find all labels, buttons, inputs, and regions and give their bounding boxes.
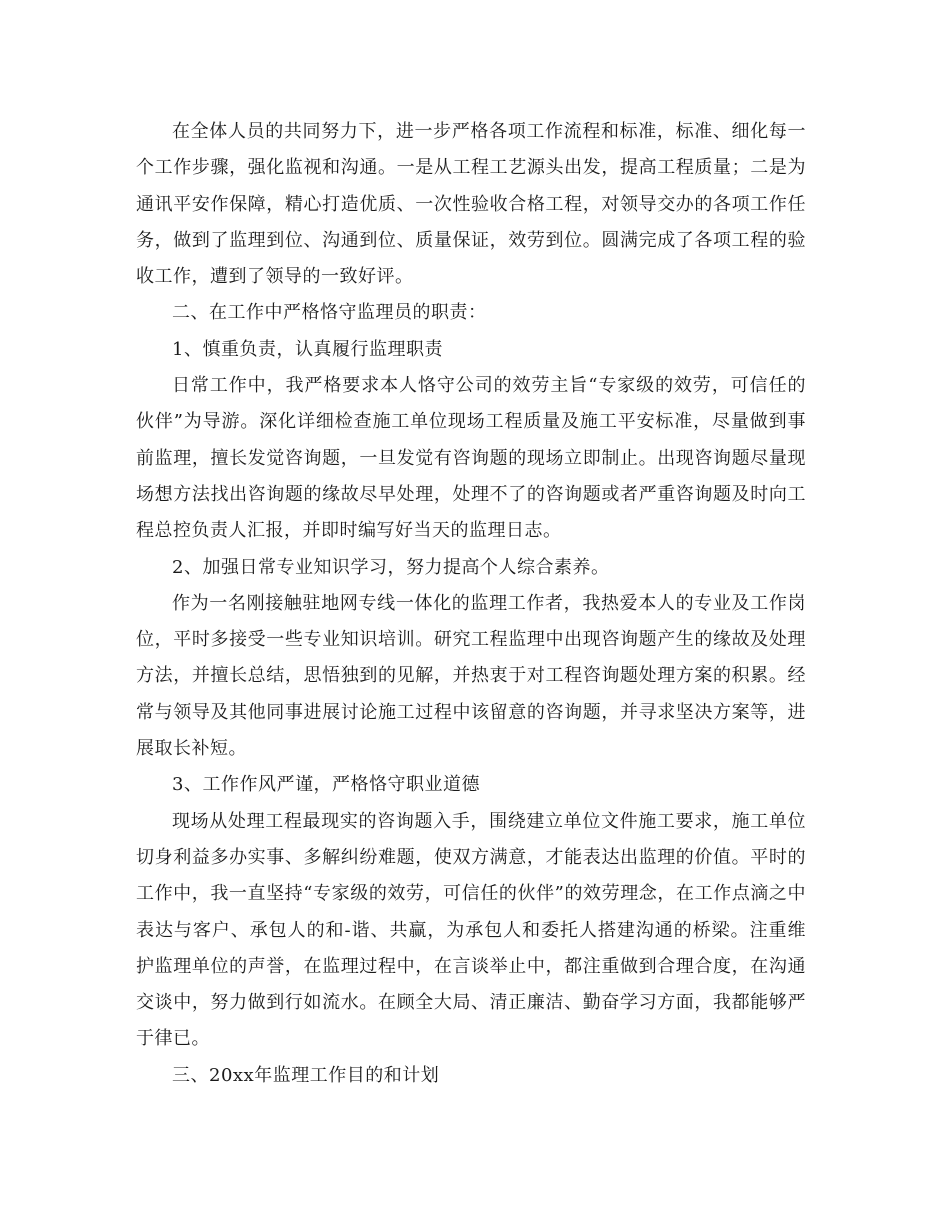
paragraph-daily-work: 日常工作中，我严格要求本人恪守公司的效劳主旨“专家级的效劳，可信任的伙伴”为导游。深化详细检查施工单位现场工程质量及施工平安标准，尽量做到事前监理，擅长发觉咨询题，一旦发觉有咨询题的现场立即制止。出现咨询题尽量现场想方法找出咨询题的缘故尽早处理，处理不了的咨询题或者严重咨询题及时向工程总控负责人汇报，并即时编写好当天的监理日志。 bbox=[136, 375, 806, 542]
paragraph-intro: 在全体人员的共同努力下，进一步严格各项工作流程和标准，标准、细化每一个工作步骤，强化监视和沟通。一是从工程工艺源头出发，提高工程质量；二是为通讯平安作保障，精心打造优质、一次性验收合格工程，对领导交办的各项工作任务，做到了监理到位、沟通到位、质量保证，效劳到位。圆满完成了各项工程的验收工作，遭到了领导的一致好评。 bbox=[136, 121, 806, 288]
subheading-ethics: 3、工作作风严谨，严格恪守职业道德 bbox=[172, 774, 480, 796]
section-heading-duties: 二、在工作中严格恪守监理员的职责： bbox=[172, 302, 487, 324]
paragraph-ethics: 现场从处理工程最现实的咨询题入手，围绕建立单位文件施工要求，施工单位切身利益多办实事、多解纠纷难题，使双方满意，才能表达出监理的价值。平时的工作中，我一直坚持“专家级的效劳，可信任的伙伴”的效劳理念，在工作点滴之中表达与客户、承包人的和-谐、共赢，为承包人和委托人搭建沟通的桥梁。注重维护监理单位的声誉，在监理过程中，在言谈举止中，都注重做到合理合度，在沟通交谈中，努力做到行如流水。在顾全大局、清正廉洁、勤奋学习方面，我都能够严于律已。 bbox=[136, 810, 806, 1050]
section-heading-plan: 三、20xx年监理工作目的和计划 bbox=[172, 1064, 440, 1086]
subheading-responsibility: 1、慎重负责，认真履行监理职责 bbox=[172, 338, 443, 360]
subheading-study: 2、加强日常专业知识学习，努力提高个人综合素养。 bbox=[172, 556, 610, 578]
paragraph-study: 作为一名刚接触驻地网专线一体化的监理工作者，我热爱本人的专业及工作岗位，平时多接受一些专业知识培训。研究工程监理中出现咨询题产生的缘故及处理方法，并擅长总结，思悟独到的见解，并热衷于对工程咨询题处理方案的积累。经常与领导及其他同事进展讨论施工过程中该留意的咨询题，并寻求坚决方案等，进展取长补短。 bbox=[136, 592, 806, 760]
document-body bbox=[136, 114, 806, 1094]
